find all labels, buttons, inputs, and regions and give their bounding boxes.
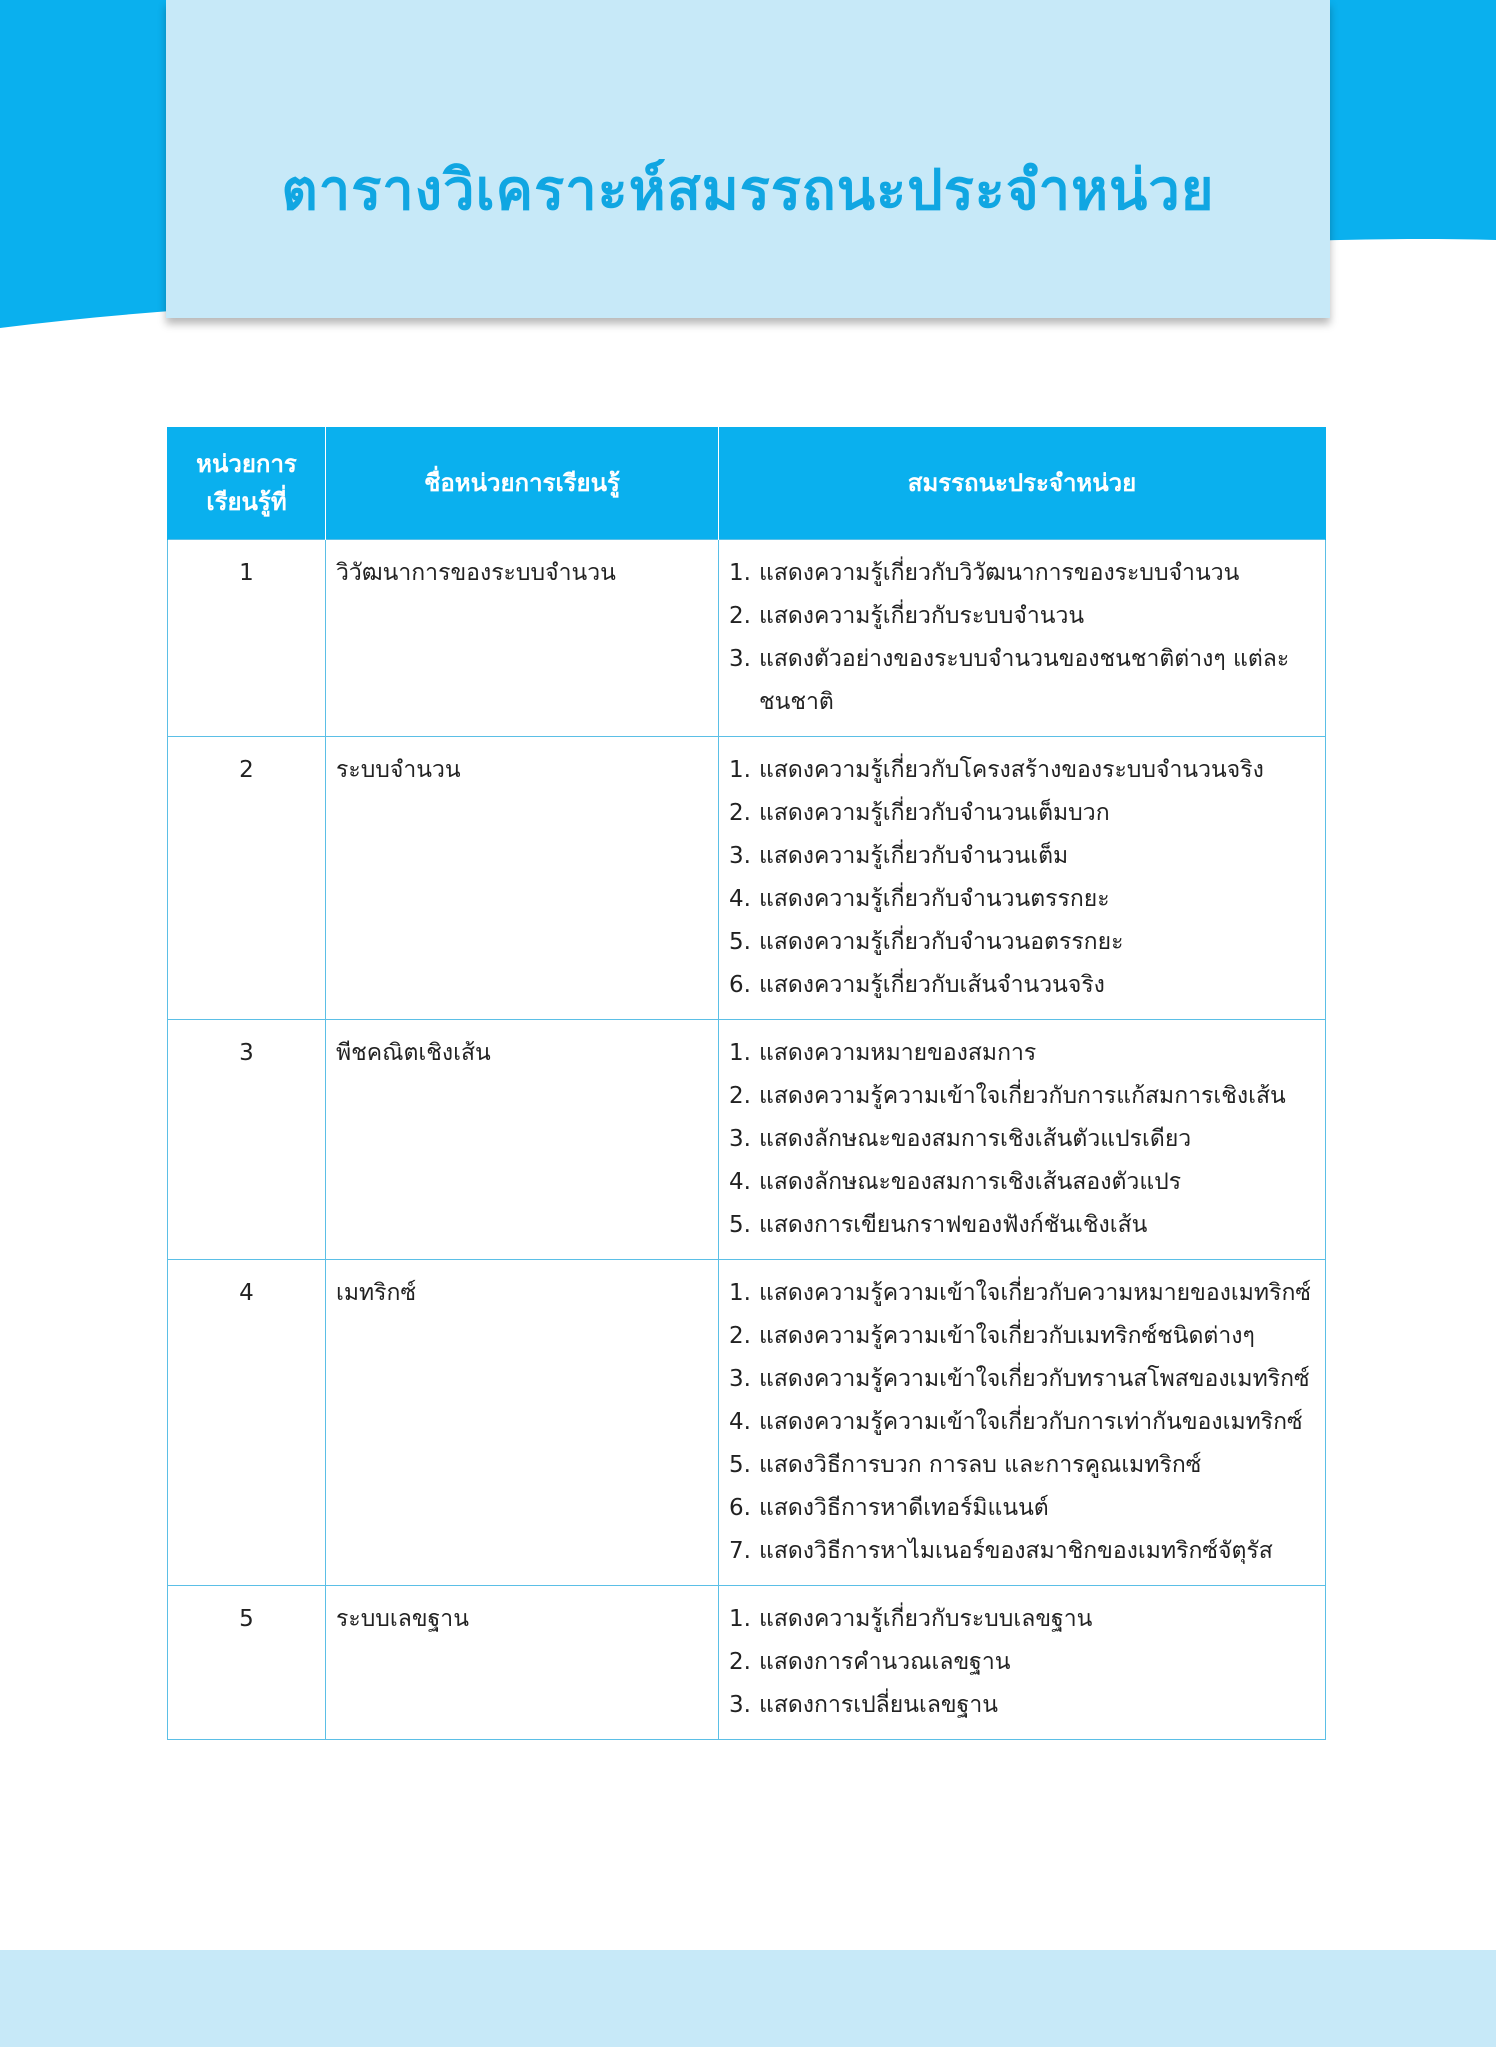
- competency-number: 1.: [729, 1280, 751, 1306]
- competency-text: แสดงตัวอย่างของระบบจำนวนของชนชาติต่างๆ แต่ละชนชาติ: [759, 646, 1290, 715]
- competency-item: [729, 749, 1315, 792]
- competency-item: [729, 1272, 1315, 1315]
- unit-name-cell: ระบบจำนวน: [326, 737, 719, 1020]
- competency-item: [729, 1487, 1315, 1530]
- competency-number: 1.: [729, 560, 751, 586]
- competency-text: แสดงลักษณะของสมการเชิงเส้นตัวแปรเดียว: [759, 1126, 1192, 1152]
- competency-item: [729, 1032, 1315, 1075]
- competency-item: [729, 552, 1315, 595]
- competency-text: แสดงลักษณะของสมการเชิงเส้นสองตัวแปร: [759, 1169, 1182, 1195]
- competency-number: 6.: [729, 1495, 751, 1521]
- competency-number: 2.: [729, 1323, 751, 1349]
- competency-item: [729, 1075, 1315, 1118]
- competency-list: [729, 1272, 1315, 1573]
- competency-item: [729, 1530, 1315, 1573]
- competency-item: [729, 1315, 1315, 1358]
- competency-item: [729, 595, 1315, 638]
- competencies-cell: [719, 1020, 1326, 1260]
- competency-number: 3.: [729, 1366, 751, 1392]
- competency-list: [729, 1032, 1315, 1247]
- competency-text: แสดงวิธีการบวก การลบ และการคูณเมทริกซ์: [759, 1452, 1202, 1478]
- header-competencies: สมรรถนะประจำหน่วย: [719, 427, 1326, 540]
- competencies-cell: [719, 1586, 1326, 1740]
- competency-number: 4.: [729, 886, 751, 912]
- competency-text: แสดงความรู้ความเข้าใจเกี่ยวกับเมทริกซ์ชนิดต่างๆ: [759, 1323, 1255, 1349]
- competency-text: แสดงความรู้เกี่ยวกับระบบเลขฐาน: [759, 1606, 1093, 1632]
- competency-list: [729, 1598, 1315, 1727]
- competency-number: 2.: [729, 800, 751, 826]
- table-row: [168, 1020, 1326, 1260]
- competency-list: [729, 552, 1315, 724]
- competency-text: แสดงความรู้ความเข้าใจเกี่ยวกับการแก้สมการเชิงเส้น: [759, 1083, 1286, 1109]
- competency-text: แสดงความรู้เกี่ยวกับโครงสร้างของระบบจำนวนจริง: [759, 757, 1264, 783]
- table-header-row: [168, 427, 1326, 540]
- page-title: ตารางวิเคราะห์สมรรถนะประจำหน่วย: [281, 157, 1215, 223]
- competency-text: แสดงความรู้เกี่ยวกับวิวัฒนาการของระบบจำนวน: [759, 560, 1240, 586]
- table-body: [168, 540, 1326, 1740]
- competency-item: [729, 1641, 1315, 1684]
- competency-text: แสดงความหมายของสมการ: [759, 1040, 1037, 1066]
- table-row: [168, 737, 1326, 1020]
- competency-item: [729, 921, 1315, 964]
- competency-text: แสดงความรู้เกี่ยวกับจำนวนเต็ม: [759, 843, 1069, 869]
- competency-text: แสดงความรู้เกี่ยวกับจำนวนอตรรกยะ: [759, 929, 1124, 955]
- competency-text: แสดงความรู้ความเข้าใจเกี่ยวกับการเท่ากันของเมทริกซ์: [759, 1409, 1303, 1435]
- competency-table: [167, 427, 1326, 1740]
- competency-list: [729, 749, 1315, 1007]
- competency-item: [729, 1204, 1315, 1247]
- competency-number: 5.: [729, 1452, 751, 1478]
- competency-item: [729, 1444, 1315, 1487]
- competencies-cell: [719, 540, 1326, 737]
- header-unit-number: หน่วยการ เรียนรู้ที่: [168, 427, 326, 540]
- competency-item: [729, 792, 1315, 835]
- competency-item: [729, 638, 1315, 724]
- competency-number: 3.: [729, 843, 751, 869]
- competency-number: 4.: [729, 1169, 751, 1195]
- unit-number-cell: 1: [168, 540, 326, 737]
- competency-number: 6.: [729, 972, 751, 998]
- competency-number: 5.: [729, 1212, 751, 1238]
- competency-text: แสดงการคำนวณเลขฐาน: [759, 1649, 1011, 1675]
- unit-number-cell: 4: [168, 1260, 326, 1586]
- competency-text: แสดงความรู้เกี่ยวกับเส้นจำนวนจริง: [759, 972, 1105, 998]
- competency-number: 4.: [729, 1409, 751, 1435]
- competency-number: 1.: [729, 1040, 751, 1066]
- competency-text: แสดงความรู้เกี่ยวกับจำนวนตรรกยะ: [759, 886, 1110, 912]
- competency-number: 2.: [729, 1083, 751, 1109]
- competency-item: [729, 835, 1315, 878]
- unit-name-cell: ระบบเลขฐาน: [326, 1586, 719, 1740]
- unit-number-cell: 3: [168, 1020, 326, 1260]
- competency-item: [729, 1118, 1315, 1161]
- unit-name-cell: พีชคณิตเชิงเส้น: [326, 1020, 719, 1260]
- competency-number: 5.: [729, 929, 751, 955]
- competency-number: 3.: [729, 646, 751, 672]
- competency-text: แสดงความรู้ความเข้าใจเกี่ยวกับความหมายของเมทริกซ์: [759, 1280, 1311, 1306]
- competency-item: [729, 1598, 1315, 1641]
- competency-number: 1.: [729, 757, 751, 783]
- competency-text: แสดงวิธีการหาไมเนอร์ของสมาชิกของเมทริกซ์จัตุรัส: [759, 1538, 1273, 1564]
- table-row: [168, 540, 1326, 737]
- competency-text: แสดงวิธีการหาดีเทอร์มิแนนต์: [759, 1495, 1049, 1521]
- header-unit-name: ชื่อหน่วยการเรียนรู้: [326, 427, 719, 540]
- competency-text: แสดงการเปลี่ยนเลขฐาน: [759, 1692, 998, 1718]
- unit-number-cell: 2: [168, 737, 326, 1020]
- competency-number: 3.: [729, 1692, 751, 1718]
- competency-text: แสดงความรู้ความเข้าใจเกี่ยวกับทรานสโพสของเมทริกซ์: [759, 1366, 1310, 1392]
- competency-item: [729, 1358, 1315, 1401]
- table-row: [168, 1586, 1326, 1740]
- unit-name-cell: เมทริกซ์: [326, 1260, 719, 1586]
- competency-text: แสดงความรู้เกี่ยวกับระบบจำนวน: [759, 603, 1085, 629]
- unit-number-cell: 5: [168, 1586, 326, 1740]
- competencies-cell: [719, 1260, 1326, 1586]
- footer-band: [0, 1950, 1496, 2047]
- competencies-cell: [719, 737, 1326, 1020]
- title-banner: [166, 0, 1330, 318]
- competency-number: 1.: [729, 1606, 751, 1632]
- table-row: [168, 1260, 1326, 1586]
- competency-item: [729, 1161, 1315, 1204]
- competency-text: แสดงการเขียนกราฟของฟังก์ชันเชิงเส้น: [759, 1212, 1148, 1238]
- competency-number: 2.: [729, 603, 751, 629]
- competency-item: [729, 878, 1315, 921]
- competency-item: [729, 1684, 1315, 1727]
- competency-item: [729, 1401, 1315, 1444]
- unit-name-cell: วิวัฒนาการของระบบจำนวน: [326, 540, 719, 737]
- competency-number: 2.: [729, 1649, 751, 1675]
- competency-item: [729, 964, 1315, 1007]
- competency-number: 3.: [729, 1126, 751, 1152]
- competency-number: 7.: [729, 1538, 751, 1564]
- competency-text: แสดงความรู้เกี่ยวกับจำนวนเต็มบวก: [759, 800, 1110, 826]
